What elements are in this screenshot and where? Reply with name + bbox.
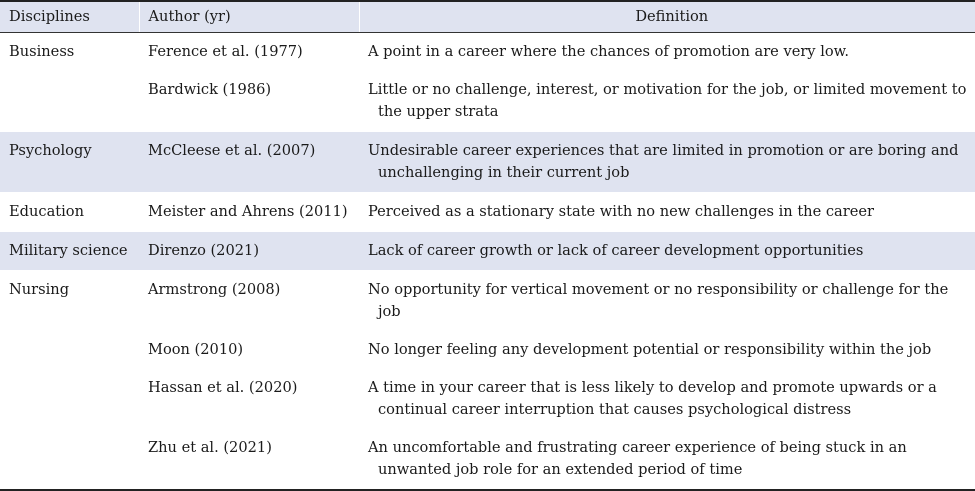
discipline-cell: Education [0, 193, 139, 232]
table-row [0, 193, 975, 232]
header-definition: Definition [359, 1, 975, 33]
definition-cell [359, 193, 975, 232]
table-row [0, 331, 975, 369]
table-row [0, 132, 975, 193]
definition-cell [359, 132, 975, 193]
discipline-cell: Military science [0, 232, 139, 271]
definition-text: Undesirable career experiences that are limited in promotion or are boring and unchallenging in their current job [368, 142, 959, 181]
table-body [0, 33, 975, 491]
table-row [0, 33, 975, 72]
definition-text: Perceived as a stationary state with no new challenges in the career [368, 203, 874, 220]
definition-cell [359, 232, 975, 271]
discipline-cell: Psychology [0, 132, 139, 193]
author-cell: McCleese et al. (2007) [139, 132, 359, 193]
header-author: Author (yr) [139, 1, 359, 33]
author-cell: Meister and Ahrens (2011) [139, 193, 359, 232]
table-row [0, 271, 975, 332]
definition-text: Lack of career growth or lack of career development opportunities [368, 242, 864, 259]
header-row [0, 1, 975, 33]
definition-text: An uncomfortable and frustrating career experience of being stuck in an unwanted job role for an extended period of time [368, 439, 907, 478]
definition-text: No opportunity for vertical movement or no responsibility or challenge for the job [368, 281, 949, 320]
table-row [0, 232, 975, 271]
table-row [0, 71, 975, 132]
definition-text: A time in your career that is less likely to develop and promote upwards or a continual career interruption that causes psychological distress [368, 379, 937, 418]
author-cell: Bardwick (1986) [139, 71, 359, 132]
definition-cell [359, 71, 975, 132]
definition-cell [359, 33, 975, 72]
definition-text: No longer feeling any development potential or responsibility within the job [368, 341, 932, 358]
author-cell: Ference et al. (1977) [148, 43, 303, 60]
table-row [0, 429, 975, 490]
header-disciplines: Disciplines [0, 1, 139, 33]
definition-cell [359, 331, 975, 369]
definition-text: A point in a career where the chances of promotion are very low. [368, 43, 850, 60]
author-cell: Moon (2010) [148, 341, 244, 358]
discipline-cell: Nursing [0, 271, 139, 491]
author-cell: Armstrong (2008) [148, 281, 281, 298]
discipline-cell: Business [9, 43, 75, 60]
definition-cell [359, 271, 975, 332]
author-cell: Zhu et al. (2021) [139, 429, 359, 490]
definition-text: Little or no challenge, interest, or motivation for the job, or limited movement to the upper strata [368, 81, 967, 120]
author-cell: Hassan et al. (2020) [148, 379, 298, 396]
definition-cell [359, 429, 975, 490]
table-row [0, 369, 975, 429]
table-header [0, 1, 975, 33]
definition-cell [359, 369, 975, 429]
author-cell: Direnzo (2021) [139, 232, 359, 271]
